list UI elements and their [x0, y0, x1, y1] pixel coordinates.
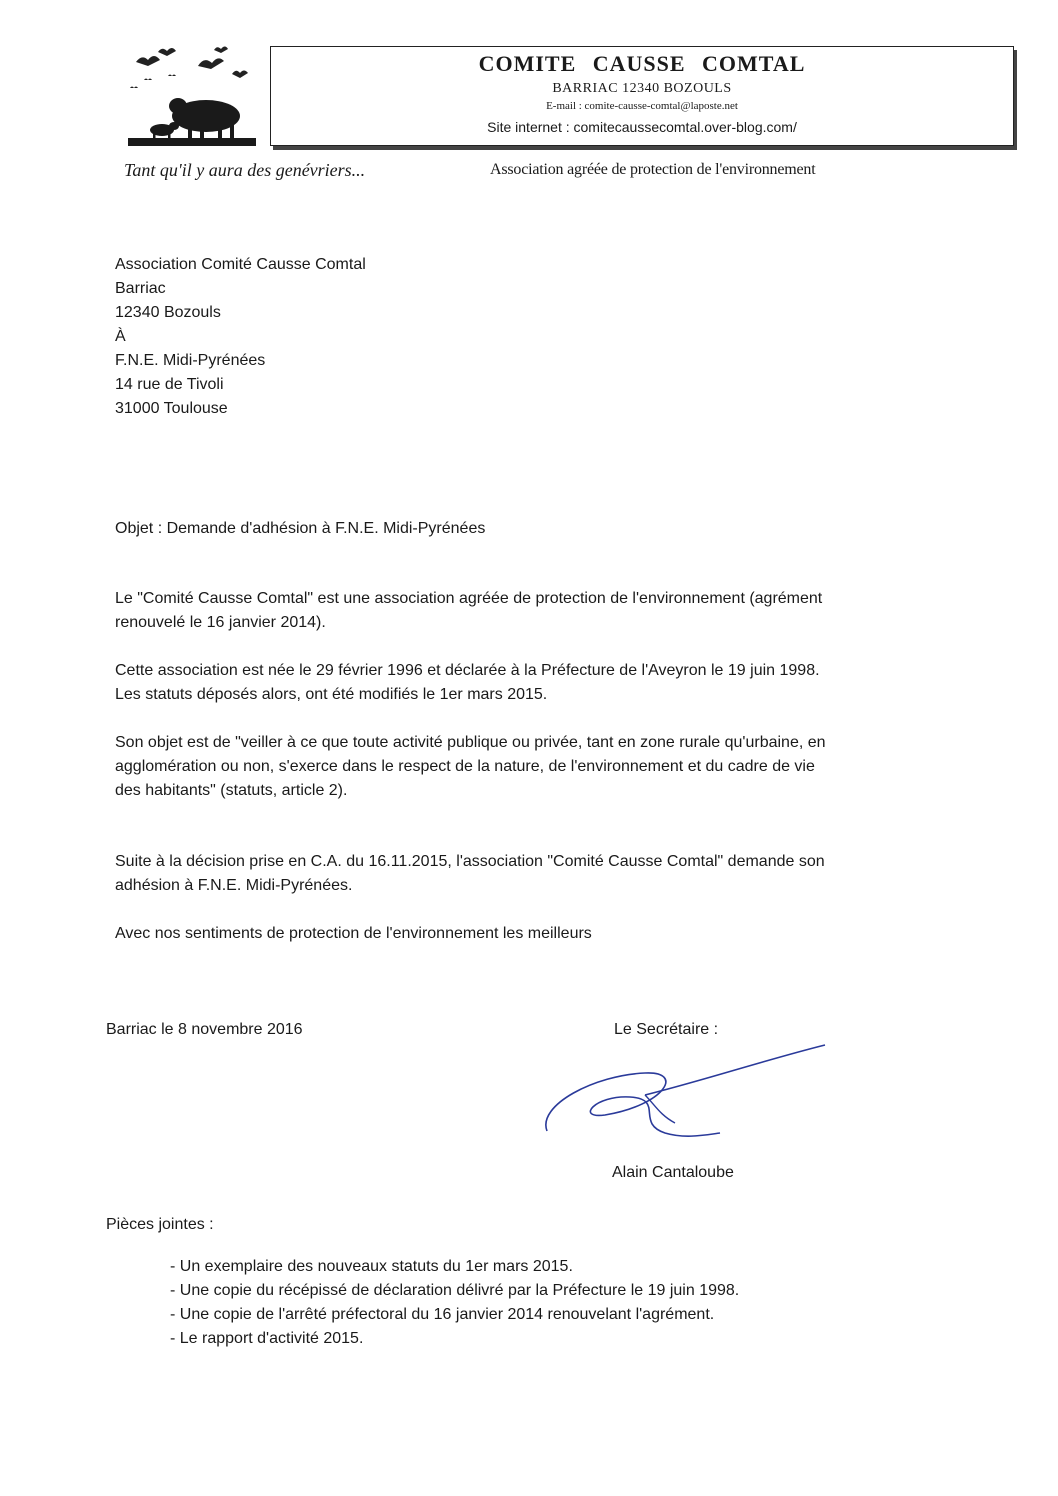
- bird-icon: [158, 48, 176, 56]
- organization-title: COMITE CAUSSE COMTAL: [478, 51, 806, 76]
- bird-icon: [214, 47, 228, 54]
- sender-line: 12340 Bozouls: [115, 304, 221, 321]
- bird-icon: [136, 56, 160, 66]
- sender-line: Barriac: [115, 280, 166, 297]
- address-block: [115, 253, 366, 421]
- association-logo: [128, 40, 256, 148]
- bird-icon: [198, 58, 224, 69]
- organization-address: BARRIAC 12340 BOZOULS: [552, 81, 732, 96]
- attachments-list: [170, 1255, 739, 1351]
- paragraph-line: Son objet est de "veiller à ce que toute activité publique ou privée, tant en zone rurale qu'urbaine, en: [115, 734, 826, 751]
- paragraph: [115, 659, 935, 707]
- tagline: Association agréée de protection de l'environnement: [490, 161, 816, 178]
- paragraph-line: adhésion à F.N.E. Midi-Pyrénées.: [115, 877, 353, 894]
- paragraph: [115, 850, 935, 898]
- paragraph: [115, 922, 935, 946]
- bird-icon: [130, 87, 138, 89]
- paragraph-line: des habitants" (statuts, article 2).: [115, 782, 348, 799]
- attachment-item: - Une copie de l'arrêté préfectoral du 16 janvier 2014 renouvelant l'agrément.: [170, 1306, 715, 1323]
- paragraph-line: Suite à la décision prise en C.A. du 16.11.2015, l'association "Comité Causse Comtal" demande son: [115, 853, 825, 870]
- sender-line: Association Comité Causse Comtal: [115, 256, 366, 273]
- attachment-item: - Le rapport d'activité 2015.: [170, 1330, 364, 1347]
- bird-icon: [232, 71, 248, 79]
- recipient-line: 31000 Toulouse: [115, 400, 228, 417]
- recipient-line: 14 rue de Tivoli: [115, 376, 224, 393]
- signer-name: Alain Cantaloube: [612, 1164, 734, 1181]
- paragraph: [115, 731, 935, 803]
- organization-email: E-mail : comite-causse-comtal@laposte.net: [546, 100, 738, 112]
- letterhead-box: [270, 46, 1014, 146]
- motto: Tant qu'il y aura des genévriers...: [124, 160, 366, 180]
- paragraph-line: Avec nos sentiments de protection de l'environnement les meilleurs: [115, 925, 592, 942]
- to-marker: À: [115, 328, 126, 345]
- paragraph-line: agglomération ou non, s'exerce dans le respect de la nature, de l'environnement et du cadre de vie: [115, 758, 815, 775]
- paragraph-line: Le "Comité Causse Comtal" est une association agréée de protection de l'environnement (agrément: [115, 590, 823, 607]
- paragraph-line: Les statuts déposés alors, ont été modifiés le 1er mars 2015.: [115, 686, 548, 703]
- attachments-heading: Pièces jointes :: [106, 1216, 214, 1233]
- attachment-item: - Une copie du récépissé de déclaration délivré par la Préfecture le 19 juin 1998.: [170, 1282, 740, 1299]
- paragraph: [115, 587, 935, 635]
- organization-website: Site internet : comitecaussecomtal.over-blog.com/: [487, 119, 797, 135]
- letter-subject: Objet : Demande d'adhésion à F.N.E. Midi-Pyrénées: [115, 520, 486, 537]
- attachment-item: - Un exemplaire des nouveaux statuts du 1er mars 2015.: [170, 1258, 573, 1275]
- paragraph-line: renouvelé le 16 janvier 2014).: [115, 614, 326, 631]
- paragraph-line: Cette association est née le 29 février 1996 et déclarée à la Préfecture de l'Aveyron le 19 juin 1998.: [115, 662, 820, 679]
- bird-icon: [144, 79, 152, 81]
- place-and-date: Barriac le 8 novembre 2016: [106, 1021, 303, 1038]
- signer-role: Le Secrétaire :: [614, 1021, 719, 1038]
- bird-icon: [168, 75, 176, 77]
- handwritten-signature: [535, 1035, 835, 1145]
- recipient-line: F.N.E. Midi-Pyrénées: [115, 352, 266, 369]
